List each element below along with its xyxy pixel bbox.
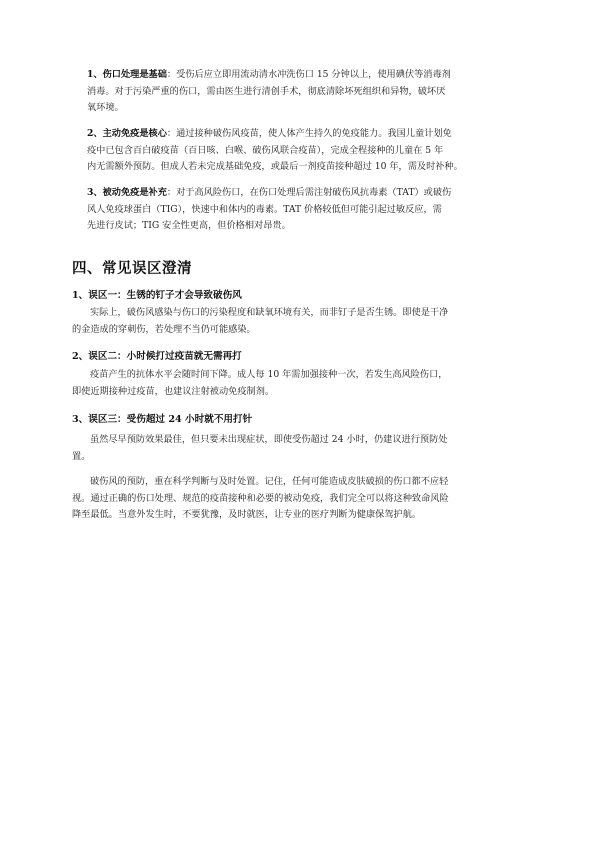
- item-text: ：受伤后应立即用流动清水冲洗伤口 15 分钟以上，使用碘伏等消毒剂: [166, 69, 451, 80]
- myth-paragraph-1: [72, 305, 527, 338]
- myth-paragraph-2: [72, 367, 527, 400]
- item-text: 先进行皮试；TIG 安全性更高，但价格相对昂贵。: [87, 220, 291, 231]
- myth-heading-2: 2、误区二：小时候打过疫苗就无需再打: [72, 351, 242, 362]
- prevention-item-passive-immunity: [87, 185, 537, 235]
- myth-heading-1: 1、误区一：生锈的钉子才会导致破伤风: [72, 290, 242, 301]
- item-text: 风人免疫球蛋白（TIG），快速中和体内的毒素。TAT 价格较低但可能引起过敏反应，需: [87, 203, 442, 215]
- item-text: 内无需额外预防。但成人若未完成基础免疫，或最后一剂疫苗接种超过 10 年，需及时补种。: [87, 161, 463, 172]
- item-text: 消毒。对于污染严重的伤口，需由医生进行清创手术，彻底清除坏死组织和异物，破坏厌: [87, 85, 446, 97]
- item-text: 疫中已包含百白破疫苗（百日咳、白喉、破伤风联合疫苗），完成全程接种的儿童在 5 年: [87, 144, 444, 156]
- paragraph-line: 疫苗产生的抗体水平会随时间下降。成人每 10 年需加强接种一次，若发生高风险伤口，: [90, 369, 448, 380]
- prevention-item-active-immunity: [87, 126, 537, 176]
- myth-heading-3: 3、误区三：受伤超过 24 小时就不用打针: [72, 414, 253, 425]
- item-text: ：通过接种破伤风疫苗，使人体产生持久的免疫能力。我国儿童计划免: [166, 128, 452, 139]
- paragraph-line: 虽然尽早预防效果最佳，但只要未出现症状，即使受伤超过 24 小时，仍建议进行预防处: [90, 434, 448, 445]
- paragraph-line: 置。: [72, 450, 91, 462]
- paragraph-line: 破伤风的预防，重在科学判断与及时处置。记住，任何可能造成皮肤破损的伤口都不应轻: [90, 476, 449, 487]
- section-heading: 四、常见误区澄清: [72, 260, 192, 277]
- paragraph-line: 的金造成的穿刺伤，若处理不当仍可能感染。: [72, 323, 256, 335]
- item-text: ：对于高风险伤口，在伤口处理后需注射破伤风抗毒素（TAT）或破伤: [166, 187, 452, 198]
- paragraph-line: 降至最低。当意外发生时，不要犹豫，及时就医，让专业的医疗判断为健康保驾护航。: [72, 509, 422, 520]
- paragraph-line: 实际上，破伤风感染与伤口的污染程度和缺氧环境有关，而非钉子是否生锈。即使是干净: [90, 307, 449, 318]
- paragraph-line: 即使近期接种过疫苗，也建议注射被动免疫制剂。: [72, 385, 275, 397]
- item-label: 2、主动免疫是核心: [87, 128, 167, 139]
- item-text: 氧环境。: [87, 102, 124, 113]
- item-label: 3、被动免疫是补充: [87, 187, 167, 198]
- item-label: 1、伤口处理是基础: [87, 69, 167, 80]
- myth-paragraph-3: [72, 432, 527, 465]
- prevention-item-wound-care: [87, 67, 537, 117]
- paragraph-line: 视。通过正确的伤口处理、规范的疫苗接种和必要的被动免疫，我们完全可以将这种致命风险: [72, 492, 449, 504]
- conclusion-paragraph: [72, 474, 527, 524]
